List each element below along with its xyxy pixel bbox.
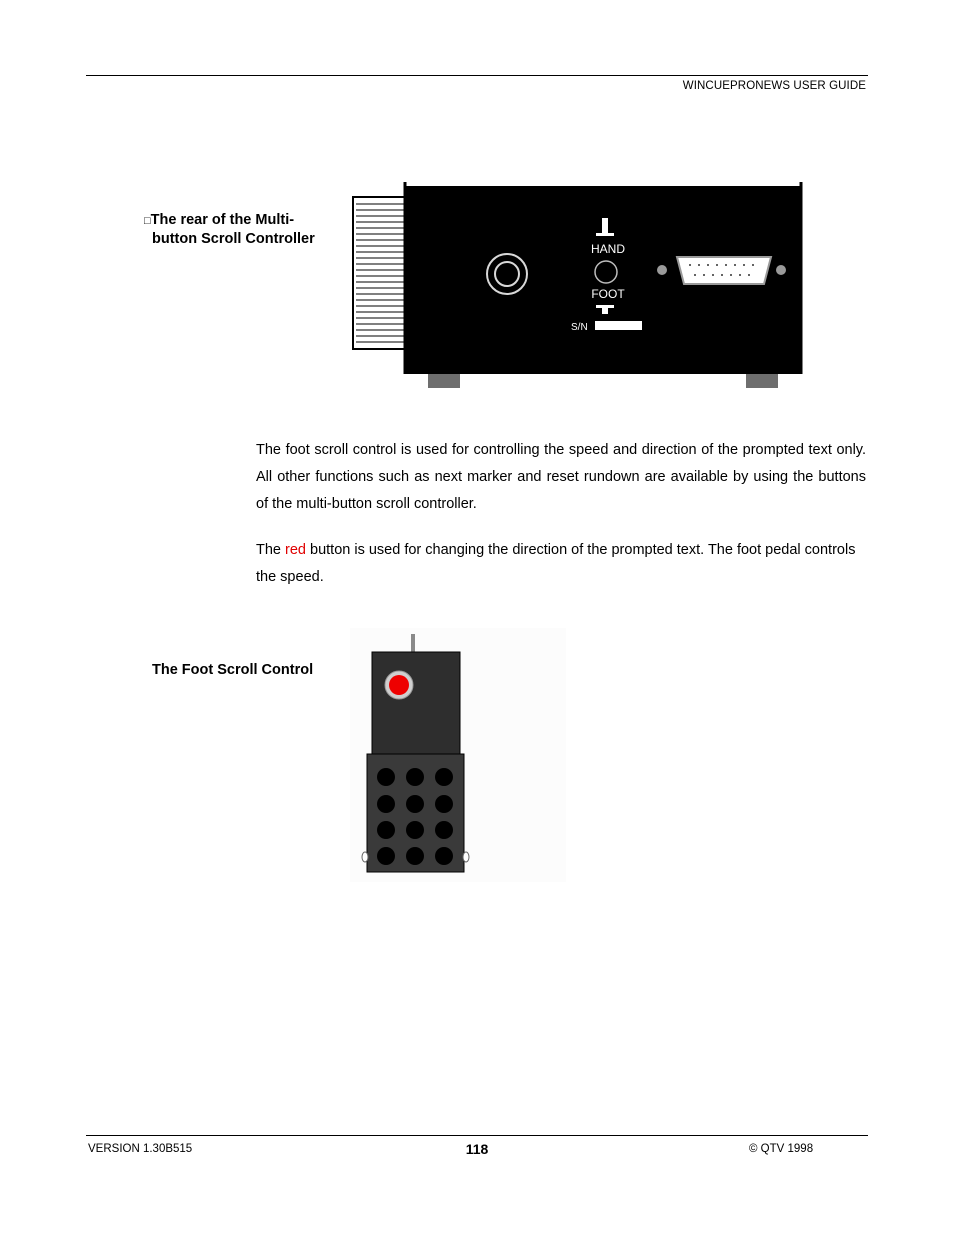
pedal-upper <box>372 652 460 756</box>
device-foot-right <box>746 374 778 388</box>
switch-top-icon <box>602 218 608 234</box>
foot-label: FOOT <box>591 287 625 301</box>
connector-screw-right-icon <box>776 265 786 275</box>
serial-number-plate <box>595 321 642 330</box>
controller-side-knob <box>353 197 406 349</box>
sn-label: S/N <box>571 322 588 333</box>
connector-screw-left-icon <box>657 265 667 275</box>
page-number: 118 <box>465 1141 489 1157</box>
footer-copyright: © QTV 1998 <box>749 1143 814 1155</box>
red-word: red <box>285 542 306 558</box>
figure2-caption: The Foot Scroll Control <box>152 662 314 678</box>
footer-rule <box>86 1135 868 1136</box>
controller-rear-illustration <box>350 180 806 392</box>
hand-label: HAND <box>590 242 626 256</box>
device-foot-left <box>428 374 460 388</box>
dsub-connector-icon <box>677 257 771 284</box>
figure1-caption-line2: button Scroll Controller <box>152 231 315 247</box>
footer-version: VERSION 1.30B515 <box>88 1143 193 1155</box>
cable <box>411 634 415 654</box>
foot-scroll-control-illustration <box>350 628 566 882</box>
paragraph-red-button: The red button is used for changing the direction of the prompted text. The foot pedal controls the speed. <box>256 542 856 585</box>
header-title: WINCUEPRONEWS USER GUIDE <box>682 80 866 92</box>
figure1-caption <box>144 211 315 248</box>
header-rule <box>86 75 868 76</box>
paragraph-foot-control: The foot scroll control is used for controlling the speed and direction of the prompted text only. All other functions such as next marker and reset rundown are available by using the buttons of the multi-button scroll controller. <box>256 442 866 512</box>
caption-bullet-icon: □ <box>144 215 151 227</box>
figure1-caption-line1: The rear of the Multi- <box>150 212 295 228</box>
red-button-icon <box>389 675 409 695</box>
